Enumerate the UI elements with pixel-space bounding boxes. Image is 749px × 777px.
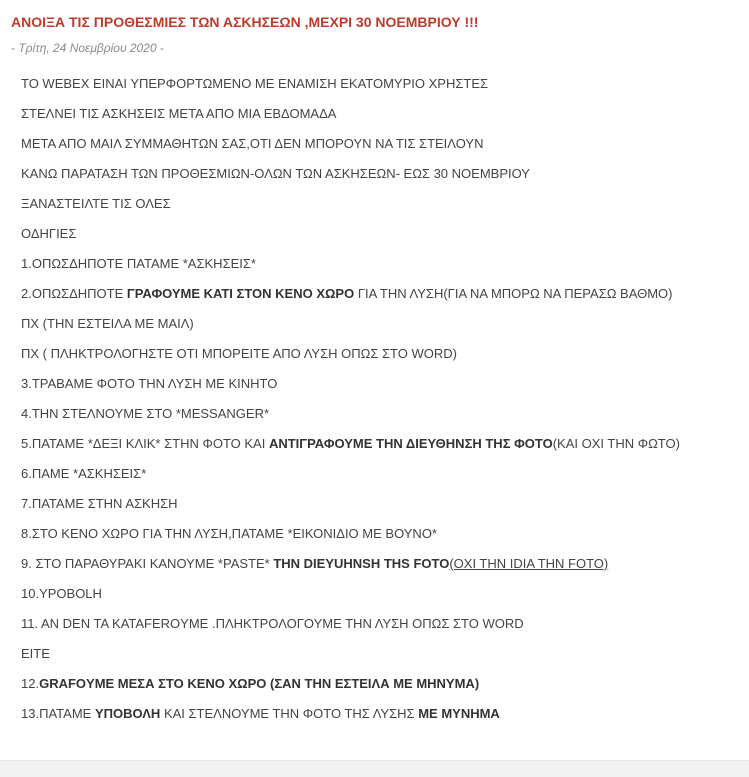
post-line [21, 223, 743, 253]
post-line [21, 343, 743, 373]
instruction-step [21, 433, 743, 463]
line-text: ΚΑΝΩ ΠΑΡΑΤΑΣΗ ΤΩΝ ΠΡΟΘΕΣΜΙΩΝ-ΟΛΩΝ ΤΩΝ ΑΣΚΗΣΕΩΝ- ΕΩΣ 30 ΝΟΕΜΒΡΙΟΥ [21, 166, 530, 181]
line-text: 10.YPOBOLH [21, 586, 102, 601]
line-text: 5.ΠΑΤΑΜΕ *ΔΕΞΙ ΚΛΙΚ* ΣΤΗΝ ΦΟΤΟ ΚΑΙ [21, 436, 269, 451]
line-text: 13.ΠΑΤΑΜΕ [21, 706, 95, 721]
line-text: 8.ΣΤΟ ΚΕΝΟ ΧΩΡΟ ΓΙΑ ΤΗΝ ΛΥΣΗ,ΠΑΤΑΜΕ *ΕΙΚΟΝΙΔΙΟ ΜΕ ΒΟΥΝΟ* [21, 526, 437, 541]
line-bold-text: ΥΠΟΒΟΛΗ [94, 706, 161, 721]
line-text: EITE [21, 646, 50, 661]
line-text: 2.ΟΠΩΣΔΗΠΟΤΕ [21, 286, 127, 301]
line-text: ΠΧ ( ΠΛΗΚΤΡΟΛΟΓΗΣΤΕ ΟΤΙ ΜΠΟΡΕΙΤΕ ΑΠΟ ΛΥΣΗ ΟΠΩΣ ΣΤΟ WORD) [21, 346, 457, 361]
line-text: ΣΤΕΛΝΕΙ ΤΙΣ ΑΣΚΗΣΕΙΣ ΜΕΤΑ ΑΠΟ ΜΙΑ ΕΒΔΟΜΑΔΑ [21, 106, 337, 121]
post-line [21, 313, 743, 343]
instruction-step [21, 253, 743, 283]
line-text: (ΚΑΙ ΟΧΙ ΤΗΝ ΦΩΤΟ) [552, 436, 680, 451]
line-text: ΠΧ (ΤΗΝ ΕΣΤΕΙΛΑ ΜΕ ΜΑΙΛ) [21, 316, 194, 331]
post-line [21, 193, 743, 223]
instruction-step [21, 673, 743, 703]
instruction-step [21, 463, 743, 493]
line-text: ΟΔΗΓΙΕΣ [21, 226, 77, 241]
line-text: 9. ΣΤΟ ΠΑΡΑΘΥΡΑΚΙ ΚΑΝΟΥΜΕ *PASTE* [21, 556, 274, 571]
line-bold-text: ΓΡΑΦΟΥΜΕ ΚΑΤΙ ΣΤΟΝ ΚΕΝΟ ΧΩΡΟ [126, 286, 355, 301]
instruction-step [21, 523, 743, 553]
line-text: 3.ΤΡΑΒΑΜΕ ΦΟΤΟ ΤΗΝ ΛΥΣΗ ΜΕ ΚΙΝΗΤΟ [21, 376, 278, 391]
post-line [21, 643, 743, 673]
instruction-step [21, 613, 743, 643]
line-text: 11. AN DEN TA KATAFEROYME .ΠΛΗΚΤΡΟΛΟΓΟΥΜΕ ΤΗΝ ΛΥΣΗ ΟΠΩΣ ΣΤΟ WORD [21, 616, 524, 631]
post-line [21, 103, 743, 133]
line-text: 12. [21, 676, 40, 691]
instruction-step [21, 703, 743, 733]
post-line [21, 133, 743, 163]
line-bold-text: ΜΕ ΜΥΝΗΜΑ [418, 706, 500, 721]
instruction-step [21, 493, 743, 523]
instruction-step [21, 403, 743, 433]
post-body [21, 73, 743, 733]
line-text: 7.ΠΑΤΑΜΕ ΣΤΗΝ ΑΣΚΗΣΗ [21, 496, 178, 511]
line-text: ΚΑΙ ΣΤΕΛΝΟΥΜΕ ΤΗΝ ΦΟΤΟ ΤΗΣ ΛΥΣΗΣ [160, 706, 419, 721]
instruction-step [21, 283, 743, 313]
post-line [21, 73, 743, 103]
post-date: - Τρίτη, 24 Νοεμβρίου 2020 - [11, 41, 164, 55]
post-title[interactable]: ΑΝΟΙΞΑ ΤΙΣ ΠΡΟΘΕΣΜΙΕΣ ΤΩΝ ΑΣΚΗΣΕΩΝ ,ΜΕΧΡΙ 30 ΝΟΕΜΒΡΙΟΥ !!! [11, 14, 479, 30]
line-text: ΤΟ WEBEX ΕΙΝΑΙ ΥΠΕΡΦΟΡΤΩΜΕΝΟ ΜΕ ΕΝΑΜΙΣΗ ΕΚΑΤΟΜΥΡΙΟ ΧΡΗΣΤΕΣ [21, 76, 489, 91]
underlined-text: (OXI THN IDIA THN FOTO) [449, 556, 609, 571]
line-text: 6.ΠΑΜΕ *ΑΣΚΗΣΕΙΣ* [21, 466, 147, 481]
line-text: 1.ΟΠΩΣΔΗΠΟΤΕ ΠΑΤΑΜΕ *ΑΣΚΗΣΕΙΣ* [21, 256, 256, 271]
instruction-step [21, 373, 743, 403]
line-text: ΓΙΑ ΤΗΝ ΛΥΣΗ(ΓΙΑ ΝΑ ΜΠΟΡΩ ΝΑ ΠΕΡΑΣΩ ΒΑΘΜΟ) [354, 286, 673, 301]
line-bold-text: THN DIEYUHNSH THS FOTO [273, 556, 450, 571]
line-text: ΞΑΝΑΣΤΕΙΛΤΕ ΤΙΣ ΟΛΕΣ [21, 196, 171, 211]
post-line [21, 163, 743, 193]
line-text: 4.ΤΗΝ ΣΤΕΛΝΟΥΜΕ ΣΤΟ *MESSANGER* [21, 406, 270, 421]
line-bold-text: ΑΝΤΙΓΡΑΦΟΥΜΕ ΤΗΝ ΔΙΕΥΘΗΝΣΗ ΤΗΣ ΦΟΤΟ [268, 436, 553, 451]
instruction-step [21, 583, 743, 613]
line-text: ΜΕΤΑ ΑΠΟ ΜΑΙΛ ΣΥΜΜΑΘΗΤΩΝ ΣΑΣ,ΟΤΙ ΔΕΝ ΜΠΟΡΟΥΝ ΝΑ ΤΙΣ ΣΤΕΙΛΟΥΝ [21, 136, 484, 151]
line-bold-text: GRAFOYME ΜΕΣΑ ΣΤΟ ΚΕΝΟ ΧΩΡΟ (ΣΑΝ ΤΗΝ ΕΣΤΕΙΛΑ ΜΕ ΜΗΝΥΜΑ) [39, 676, 480, 691]
instruction-step [21, 553, 743, 583]
footer-strip [0, 760, 749, 777]
